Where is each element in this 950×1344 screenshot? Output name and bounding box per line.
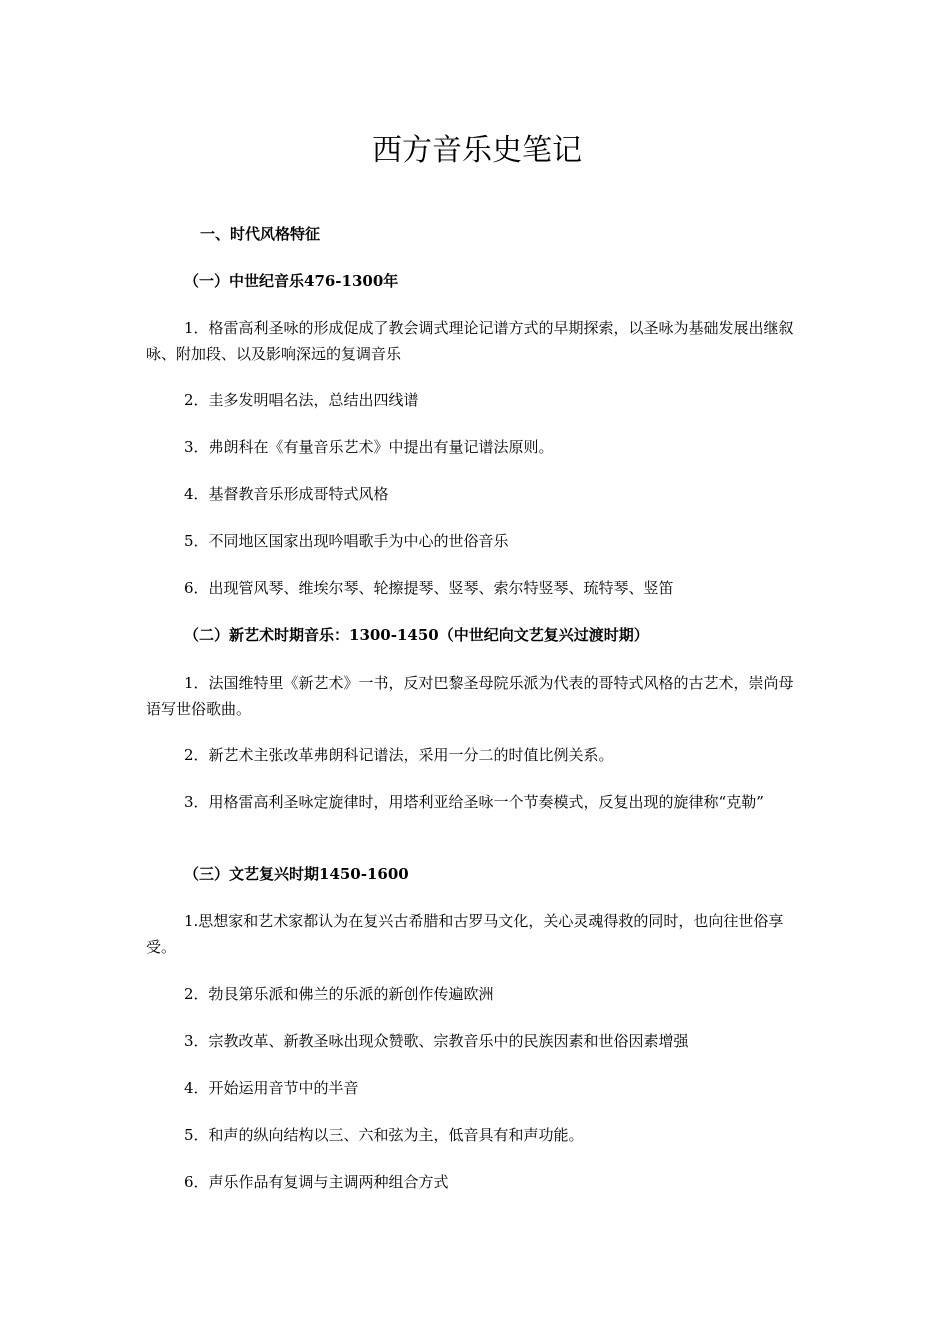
list-item: 4．基督教音乐形成哥特式风格 [184, 485, 389, 503]
list-item: 1．格雷高利圣咏的形成促成了教会调式理论记谱方式的早期探索，以圣咏为基础发展出继叙咏、附加段、以及影响深远的复调音乐 [146, 319, 794, 363]
list-item: 4．开始运用音节中的半音 [184, 1079, 359, 1097]
list-item: 2．新艺术主张改革弗朗科记谱法，采用一分二的时值比例关系。 [184, 746, 614, 764]
section-heading-era-style: 一、时代风格特征 [200, 225, 321, 243]
list-item: 1．法国维特里《新艺术》一书，反对巴黎圣母院乐派为代表的哥特式风格的古艺术，崇尚母语写世俗歌曲。 [146, 674, 794, 718]
list-item: 3．弗朗科在《有量音乐艺术》中提出有量记谱法原则。 [184, 438, 554, 456]
list-item: 1.思想家和艺术家都认为在复兴古希腊和古罗马文化，关心灵魂得救的同时，也向往世俗享受。 [146, 912, 784, 956]
subsection-heading-ars-nova: （二）新艺术时期音乐：1300-1450（中世纪向文艺复兴过渡时期） [184, 626, 649, 644]
list-item: 6．出现管风琴、维埃尔琴、轮擦提琴、竖琴、索尔特竖琴、琉特琴、竖笛 [184, 579, 674, 597]
list-item: 2．圭多发明唱名法，总结出四线谱 [184, 391, 419, 409]
list-item: 5．和声的纵向结构以三、六和弦为主，低音具有和声功能。 [184, 1126, 584, 1144]
subsection-heading-medieval: （一）中世纪音乐476-1300年 [184, 272, 399, 290]
list-item: 3．宗教改革、新教圣咏出现众赞歌、宗教音乐中的民族因素和世俗因素增强 [184, 1032, 689, 1050]
list-item: 3．用格雷高利圣咏定旋律时，用塔利亚给圣咏一个节奏模式，反复出现的旋律称“克勒” [184, 793, 764, 811]
list-item: 2．勃艮第乐派和佛兰的乐派的新创作传遍欧洲 [184, 985, 494, 1003]
list-item: 6．声乐作品有复调与主调两种组合方式 [184, 1173, 449, 1191]
list-item: 5．不同地区国家出现吟唱歌手为中心的世俗音乐 [184, 532, 509, 550]
page-title: 西方音乐史笔记 [372, 133, 582, 168]
subsection-heading-renaissance: （三）文艺复兴时期1450-1600 [184, 865, 409, 883]
